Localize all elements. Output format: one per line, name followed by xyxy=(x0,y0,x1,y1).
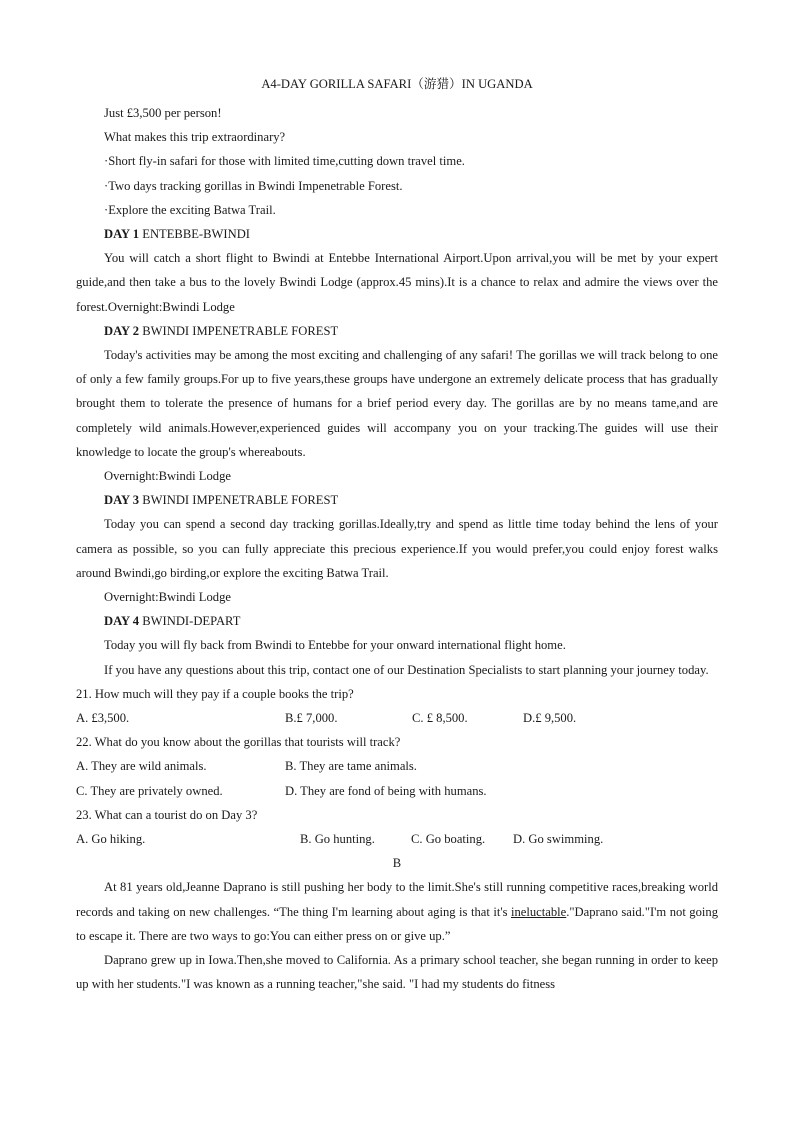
day-paragraph: You will catch a short flight to Bwindi at Entebbe International Airport.Upon arrival,you will be met by your expert guide,and then take a bus to the lovely Bwindi Lodge (approx.45 mins).It is a chance to relax and admire the views over the forest.Overnight:Bwindi Lodge xyxy=(76,251,718,314)
day-heading xyxy=(76,488,718,512)
question-21: 21. How much will they pay if a couple books the trip? xyxy=(76,686,354,701)
day-paragraph: Today you can spend a second day tracking gorillas.Ideally,try and spend as little time today behind the lens of your camera as possible, so you can fully appreciate this precious experience.If you would prefer,you could enjoy forest walks around Bwindi,go birding,or explore the exciting Batwa Trail. xyxy=(76,517,718,580)
bullet-item: ·Short fly-in safari for those with limited time,cutting down travel time. xyxy=(104,154,465,169)
question-22: 22. What do you know about the gorillas that tourists will track? xyxy=(76,735,401,750)
option-c: C. Go boating. xyxy=(411,832,486,847)
passage-b-paragraph-2: Daprano grew up in Iowa.Then,she moved to California. As a primary school teacher, she began running in order to keep up with her students."I was known as a running teacher,"she said. "I had my students do fitness xyxy=(76,953,718,992)
option-c: C. £ 8,500. xyxy=(412,711,468,726)
question-22-options-row-1 xyxy=(76,754,718,778)
option-d: D.£ 9,500. xyxy=(523,711,577,726)
day-name: ENTEBBE-BWINDI xyxy=(139,227,250,242)
question-21-options xyxy=(76,706,718,730)
passage-b-paragraph-1 xyxy=(76,875,718,948)
option-a: A. Go hiking. xyxy=(76,832,146,847)
option-c: C. They are privately owned. xyxy=(76,783,223,798)
question-22-options-row-2 xyxy=(76,779,718,803)
passage-text: ."Daprano said."I'm not going to escape it. There are two ways to go:You can either press on or give up.” xyxy=(76,904,718,943)
option-b: B. Go hunting. xyxy=(300,832,375,847)
question-23-options xyxy=(76,827,718,851)
day-name: BWINDI-DEPART xyxy=(139,614,241,629)
bullet-item: ·Explore the exciting Batwa Trail. xyxy=(104,202,276,217)
underlined-word: ineluctable xyxy=(511,904,567,919)
day-label: DAY 3 xyxy=(104,493,140,508)
day-label: DAY 4 xyxy=(104,614,140,629)
option-b: B. They are tame animals. xyxy=(285,759,417,774)
day-paragraph: Today you will fly back from Bwindi to Entebbe for your onward international flight home. xyxy=(104,638,566,653)
question-23: 23. What can a tourist do on Day 3? xyxy=(76,807,258,822)
price-line: Just £3,500 per person! xyxy=(104,106,222,120)
overnight-line: Overnight:Bwindi Lodge xyxy=(104,590,231,605)
option-a: A. They are wild animals. xyxy=(76,759,207,774)
bullet-item: ·Two days tracking gorillas in Bwindi Impenetrable Forest. xyxy=(104,178,403,193)
day-heading xyxy=(76,319,718,343)
day-label: DAY 1 xyxy=(104,227,140,242)
day-name: BWINDI IMPENETRABLE FOREST xyxy=(139,493,339,508)
day-paragraph: Today's activities may be among the most exciting and challenging of any safari! The gorillas we will track belong to one of only a few family groups.For up to five years,these groups have undergone an extremely delicate process that has gradually brought them to tolerate the presence of humans for a brief period every day. The gorillas are by no means tame,and are completely wild animals.However,experienced guides will accompany you on your tracking.The guides will use their knowledge to locate the group's whereabouts. xyxy=(76,348,718,459)
day-name: BWINDI IMPENETRABLE FOREST xyxy=(139,323,339,338)
option-b: B.£ 7,000. xyxy=(285,711,338,726)
day-heading xyxy=(76,609,718,633)
extraordinary-question: What makes this trip extraordinary? xyxy=(104,130,286,145)
section-b-heading: B xyxy=(392,856,402,871)
document-page xyxy=(76,74,718,996)
day-label: DAY 2 xyxy=(104,323,140,338)
contact-paragraph: If you have any questions about this trip, contact one of our Destination Specialists to start planning your journey today. xyxy=(104,662,709,677)
day-heading xyxy=(76,222,718,246)
option-a: A. £3,500. xyxy=(76,711,130,726)
overnight-line: Overnight:Bwindi Lodge xyxy=(104,469,231,484)
option-d: D. They are fond of being with humans. xyxy=(285,783,487,798)
passage-text: At 81 years old,Jeanne Daprano is still pushing her body to the limit.She's still running competitive races,breaking world records and taking on new challenges. “The thing I'm learning about aging is that it's xyxy=(76,880,718,919)
page-title: A4-DAY GORILLA SAFARI（游猎）IN UGANDA xyxy=(261,77,533,91)
option-d: D. Go swimming. xyxy=(513,832,604,847)
